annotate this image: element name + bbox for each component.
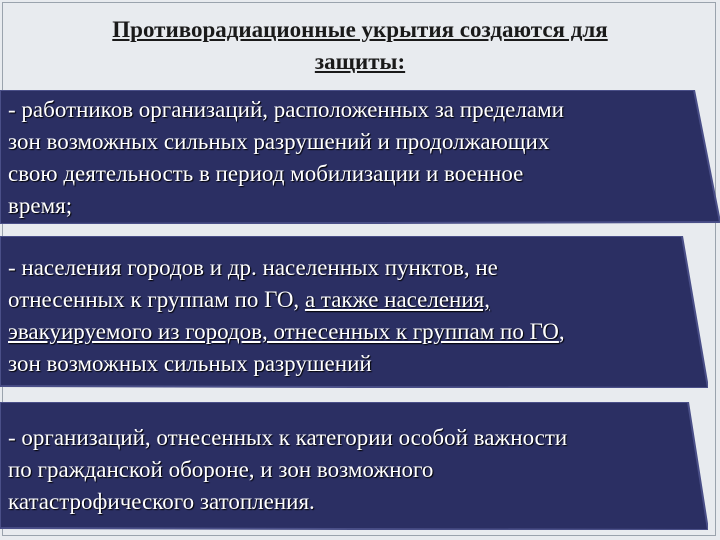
slide-title xyxy=(0,14,720,78)
title-line-2: защиты: xyxy=(314,49,406,74)
panel-1-line-1: - работников организаций, расположенных за пределами xyxy=(8,97,564,122)
panel-2-line-4: зон возможных сильных разрушений xyxy=(8,351,372,376)
panel-2-line-3-b: , xyxy=(558,319,565,344)
panel-3-line-2: по гражданской обороне, и зон возможного xyxy=(8,457,434,482)
panel-workers xyxy=(0,90,720,224)
panel-1-line-2: зон возможных сильных разрушений и продолжающих xyxy=(8,129,550,154)
panel-1-line-3: свою деятельность в период мобилизации и военное xyxy=(8,161,524,186)
panel-2-line-2-a: отнесенных к группам по ГО, xyxy=(8,287,305,312)
panel-organizations xyxy=(0,402,708,530)
panel-2-line-2-underlined: а также населения, xyxy=(304,287,491,312)
panel-2-line-3-underlined: эвакуируемого из городов, отнесенных к группам по ГО xyxy=(8,319,559,344)
panel-population xyxy=(0,236,708,388)
panel-2-line-2 xyxy=(8,284,708,316)
panel-1-line-4: время; xyxy=(8,193,73,218)
panel-3-line-3: катастрофического затопления. xyxy=(8,489,315,514)
panel-2-line-3 xyxy=(8,316,708,348)
panel-3-line-1: - организаций, отнесенных к категории особой важности xyxy=(8,425,568,450)
panel-2-line-1: - населения городов и др. населенных пунктов, не xyxy=(8,255,498,280)
title-line-1: Противорадиационные укрытия создаются для xyxy=(112,17,608,42)
